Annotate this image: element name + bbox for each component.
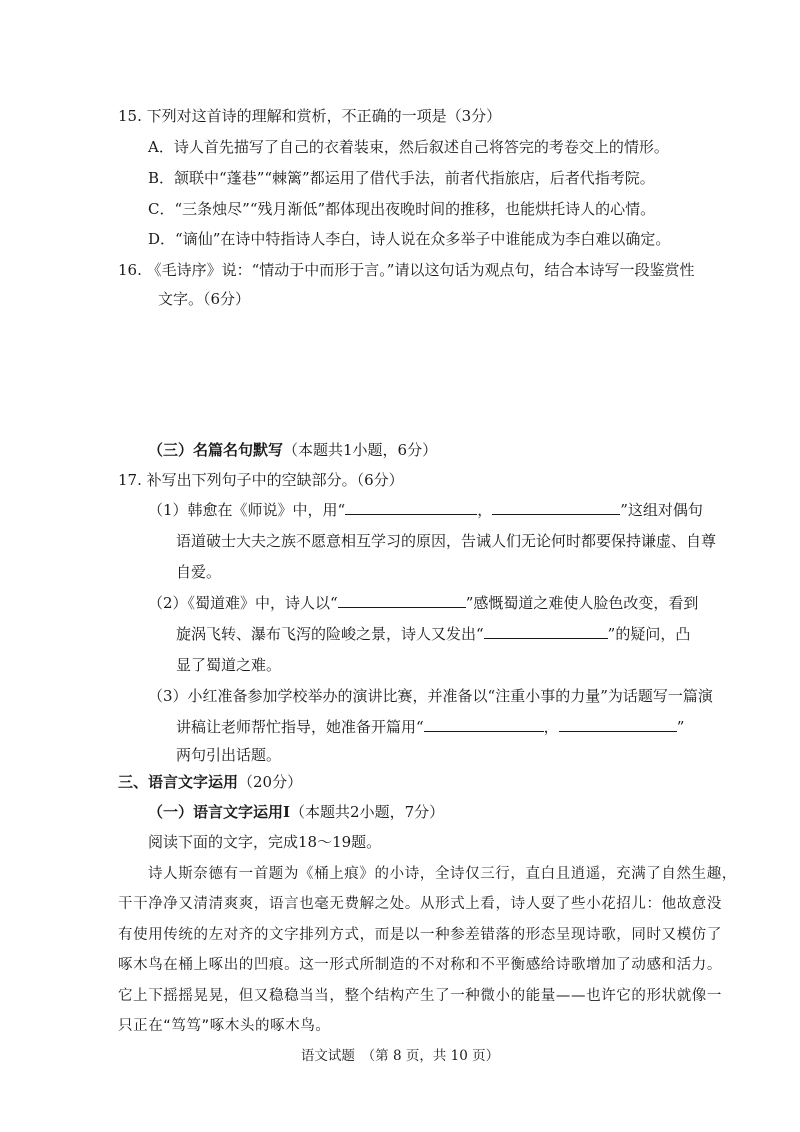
- passage-line-6: 只正在“笃笃”啄木头的啄木鸟。: [118, 1018, 331, 1034]
- q15-option-a: A．诗人首先描写了自己的衣着装束，然后叙述自己将答完的考卷交上的情形。: [148, 138, 669, 156]
- q17-blank-2[interactable]: [492, 500, 620, 515]
- passage-line-2: 干干净净又清清爽爽，语言也毫无费解之处。从形式上看，诗人耍了些小花招儿：他故意没: [118, 896, 722, 912]
- q17-p1-line1: [148, 500, 703, 520]
- q17-p2-line1: [148, 593, 698, 613]
- section-3-note: （本题共1小题，6分）: [283, 441, 438, 459]
- q17-blank-4[interactable]: [484, 624, 608, 639]
- q17-p3-text-a: 讲稿让老师帮忙指导，她准备开篇用“: [176, 718, 424, 736]
- reading-instruction: 阅读下面的文字，完成18～19题。: [148, 833, 382, 851]
- subsection-1-title: （一）语言文字运用Ⅰ: [148, 803, 291, 821]
- q15-option-b: B．颔联中“蓬巷”“棘篱”都运用了借代手法，前者代指旅店，后者代指考院。: [148, 169, 655, 187]
- q17-p2-text-d: ”的疑问，凸: [607, 625, 691, 643]
- q17-blank-6[interactable]: [559, 717, 677, 732]
- q15-option-d: D．“谪仙”在诗中特指诗人李白，诗人说在众多举子中谁能成为李白难以确定。: [148, 230, 671, 248]
- section-3-header: [148, 440, 437, 460]
- q17-stem: 17. 补写出下列句子中的空缺部分。（6分）: [118, 471, 404, 489]
- q17-p1-line2: 语道破士大夫之族不愿意相互学习的原因，告诫人们无论何时都要保持谦虚、自尊: [176, 532, 717, 550]
- q17-p2-text-a: （2）《蜀道难》中，诗人以“: [148, 594, 338, 612]
- q17-p1-text-a: （1）韩愈在《师说》中，用“: [148, 501, 346, 519]
- subsection-1-note: （本题共2小题，7分）: [290, 803, 445, 821]
- q15-stem: 15. 下列对这首诗的理解和赏析，不正确的一项是（3分）: [118, 107, 502, 125]
- q17-blank-5[interactable]: [424, 717, 544, 732]
- passage-line-1: 诗人斯奈德有一首题为《桶上痕》的小诗，全诗仅三行，直白且逍遥，充满了自然生趣，: [148, 866, 737, 882]
- q17-p2-text-b: ”感慨蜀道之难使人脸色改变，看到: [465, 594, 699, 612]
- q17-p1-text-b: ”这组对偶句: [620, 501, 703, 519]
- passage-line-4: 啄木鸟在桶上啄出的凹痕。这一形式所制造的不对称和不平衡感给诗歌增加了动感和活力。: [118, 957, 722, 973]
- q17-blank-3[interactable]: [338, 593, 466, 608]
- part-3-score: （20分）: [238, 773, 303, 791]
- q17-p1-comma: ，: [477, 501, 493, 519]
- q15-option-c: C．“三条烛尽”“残月渐低”都体现出夜晚时间的推移，也能烘托诗人的心情。: [148, 200, 656, 218]
- passage-line-3: 有使用传统的左对齐的文字排列方式，而是以一种参差错落的形态呈现诗歌，同时又模仿了: [118, 927, 722, 943]
- page-footer: 语文试题 （第 8 页，共 10 页）: [300, 1048, 500, 1064]
- q16-answer-area[interactable]: [118, 315, 678, 425]
- q17-p3-comma: ，: [543, 718, 559, 736]
- q16-line2: 文字。（6分）: [158, 290, 251, 308]
- q17-p3-line1: （3）小红准备参加学校举办的演讲比赛，并准备以“注重小事的力量”为话题写一篇演: [148, 687, 713, 705]
- passage-line-5: 它上下摇摇晃晃，但又稳稳当当，整个结构产生了一种微小的能量——也许它的形状就像一: [118, 988, 722, 1004]
- section-3-title: （三）名篇名句默写: [148, 441, 284, 459]
- q17-p2-line2: [176, 624, 690, 644]
- q16-line1: 16. 《毛诗序》说：“情动于中而形于言。”请以这句话为观点句，结合本诗写一段鉴赏性: [118, 261, 695, 279]
- q17-p3-quote: ”: [676, 718, 685, 736]
- q17-p1-line3: 自爱。: [176, 563, 222, 581]
- part-3-header: [118, 772, 302, 792]
- q17-p2-text-c: 旋涡飞转、瀑布飞泻的险峻之景，诗人又发出“: [176, 625, 484, 643]
- part-3-title: 三、语言文字运用: [118, 773, 239, 791]
- subsection-1-header: [148, 802, 444, 822]
- q17-blank-1[interactable]: [345, 500, 477, 515]
- q17-p3-line2: [176, 717, 684, 737]
- q17-p3-line3: 两句引出话题。: [176, 746, 282, 764]
- q17-p2-line3: 显了蜀道之难。: [176, 656, 282, 674]
